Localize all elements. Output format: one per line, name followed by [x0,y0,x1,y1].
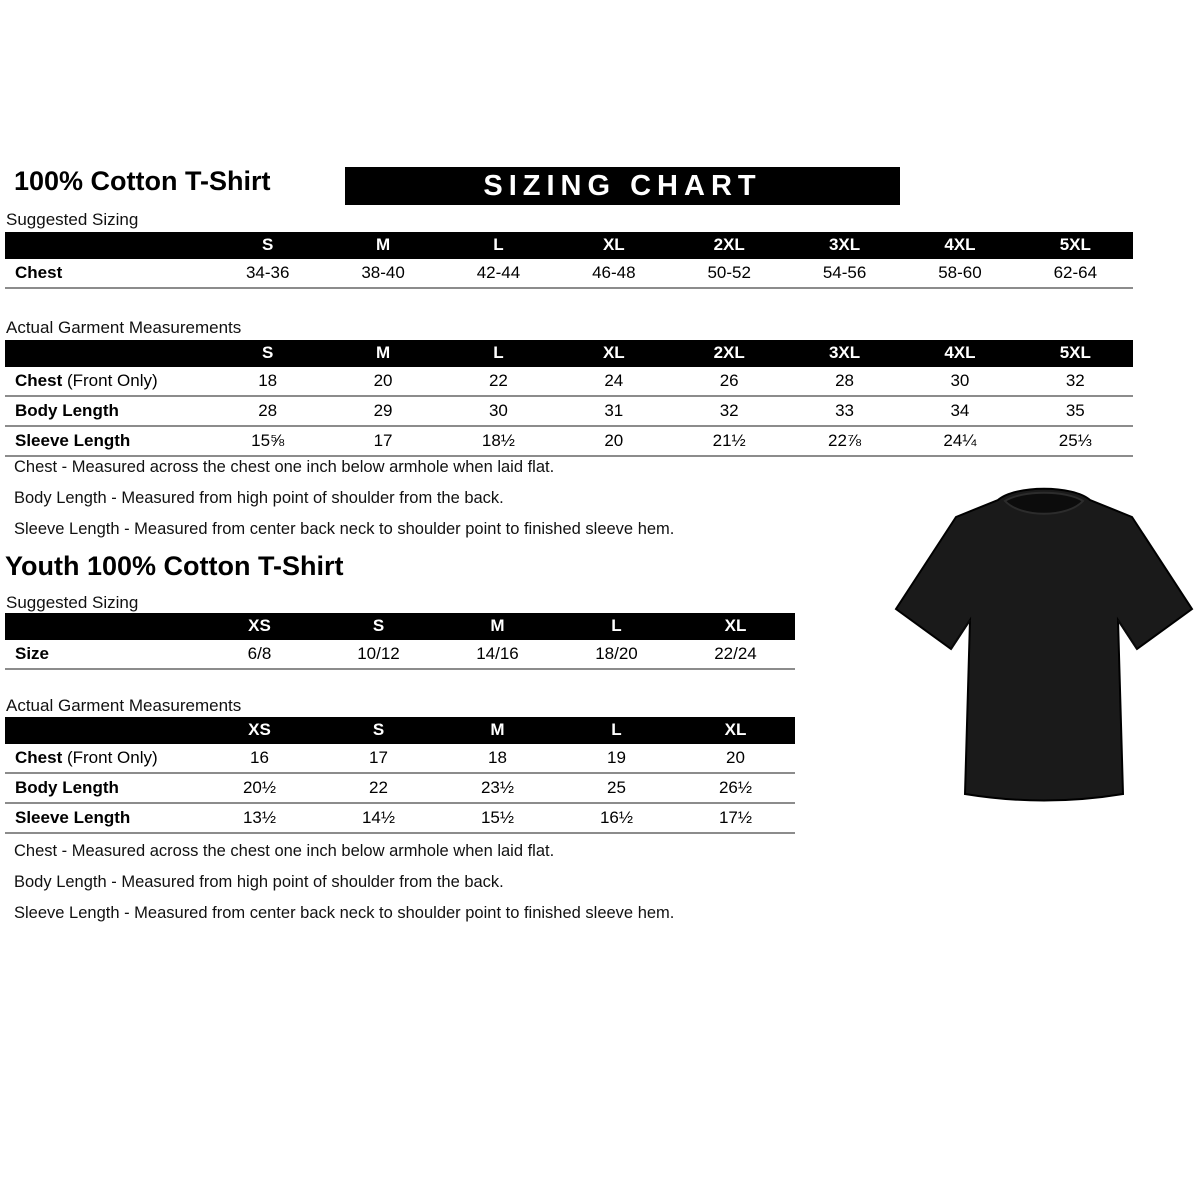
size-column-header: M [438,613,557,640]
size-column-header: 5XL [1018,232,1133,259]
measurement-value: 30 [950,371,970,390]
size-column-header: XL [676,613,795,640]
measurement-note: Chest - Measured across the chest one inch below armhole when laid flat. [14,458,555,476]
tshirt-product-image [893,476,1195,818]
measurement-value: 28 [835,371,855,390]
size-column-header: M [325,232,440,259]
adult-shirt-title: 100% Cotton T-Shirt [14,166,271,196]
measurement-value: 6/8 [247,644,272,663]
measurement-value: 15⅝ [251,431,285,450]
size-column-header: L [441,232,556,259]
measurement-value: 33 [835,401,855,420]
size-column-header: XL [556,340,671,367]
adult-actual-measurements-table [5,340,1133,457]
measurement-value: 22/24 [714,644,757,663]
table-row [5,426,1133,456]
header-corner-cell [5,613,200,640]
measurement-value: 46-48 [592,263,636,282]
table-row [5,744,795,773]
size-header-row [5,613,795,640]
measurement-value: 20 [726,748,745,767]
measurement-value: 22 [369,778,388,797]
size-column-header: XL [556,232,671,259]
measurement-note: Body Length - Measured from high point of shoulder from the back. [14,873,504,891]
measurement-note: Sleeve Length - Measured from center back neck to shoulder point to finished sleeve hem. [14,520,675,538]
measurement-value: 14½ [361,808,396,827]
measurement-value: 22⅞ [828,431,862,450]
size-column-header: S [319,613,438,640]
size-column-header: 2XL [672,340,787,367]
measurement-value: 18/20 [595,644,638,663]
measurement-value: 31 [604,401,624,420]
measurement-value: 38-40 [361,263,405,282]
youth-measurement-notes [14,842,674,935]
row-label: Chest (Front Only) [15,371,158,390]
row-label: Sleeve Length [15,808,131,827]
measurement-value: 25⅓ [1058,431,1092,450]
measurement-value: 24 [604,371,624,390]
measurement-value: 26 [719,371,739,390]
measurement-value: 42-44 [476,263,521,282]
row-label: Body Length [15,778,119,797]
measurement-value: 17 [373,431,393,450]
measurement-value: 26½ [718,778,753,797]
measurement-value: 23½ [480,778,515,797]
size-table [5,232,1133,289]
measurement-value: 58-60 [938,263,982,282]
adult-suggested-sizing-label: Suggested Sizing [6,210,139,229]
measurement-value: 19 [607,748,626,767]
size-column-header: 4XL [902,340,1017,367]
measurement-value: 22 [488,371,508,390]
measurement-note: Chest - Measured across the chest one inch below armhole when laid flat. [14,842,555,860]
row-label: Chest (Front Only) [15,748,158,767]
measurement-value: 16½ [599,808,634,827]
measurement-value: 20½ [242,778,277,797]
size-table [5,613,795,670]
measurement-value: 14/16 [476,644,519,663]
measurement-value: 34-36 [245,263,290,282]
size-table [5,340,1133,457]
row-label: Chest [15,263,63,282]
adult-measurement-notes [14,458,674,551]
size-table [5,717,795,834]
measurement-value: 29 [373,401,393,420]
youth-suggested-sizing-table [5,613,795,670]
size-column-header: S [210,340,325,367]
size-column-header: L [441,340,556,367]
size-column-header: S [210,232,325,259]
measurement-value: 28 [258,401,278,420]
measurement-value: 18 [488,748,507,767]
size-column-header: 3XL [787,232,902,259]
size-column-header: M [325,340,440,367]
measurement-value: 13½ [242,808,277,827]
size-column-header: 3XL [787,340,902,367]
measurement-value: 18½ [481,431,515,450]
header-corner-cell [5,340,210,367]
adult-suggested-sizing-table [5,232,1133,289]
measurement-note: Sleeve Length - Measured from center back neck to shoulder point to finished sleeve hem. [14,904,675,922]
measurement-value: 20 [373,371,393,390]
table-row [5,773,795,803]
measurement-value: 18 [258,371,278,390]
sizing-chart-banner-text: SIZING CHART [483,169,762,202]
header-corner-cell [5,232,210,259]
measurement-value: 54-56 [822,263,867,282]
size-column-header: S [319,717,438,744]
size-header-row [5,232,1133,259]
tshirt-icon [893,476,1195,818]
size-column-header: XL [676,717,795,744]
size-column-header: XS [200,717,319,744]
size-column-header: 2XL [672,232,787,259]
header-corner-cell [5,717,200,744]
table-row [5,259,1133,288]
measurement-value: 15½ [480,808,515,827]
measurement-value: 20 [604,431,624,450]
table-row [5,803,795,833]
adult-actual-measurements-label: Actual Garment Measurements [6,318,242,337]
measurement-value: 35 [1065,401,1085,420]
size-column-header: XS [200,613,319,640]
measurement-value: 50-52 [707,263,751,282]
measurement-note: Body Length - Measured from high point of shoulder from the back. [14,489,504,507]
row-label: Body Length [15,401,119,420]
size-column-header: L [557,717,676,744]
youth-actual-measurements-label: Actual Garment Measurements [6,696,242,715]
table-row [5,396,1133,426]
measurement-value: 62-64 [1053,263,1098,282]
youth-actual-measurements-table [5,717,795,834]
measurement-value: 16 [250,748,269,767]
size-column-header: M [438,717,557,744]
table-row [5,640,795,669]
measurement-value: 17 [369,748,388,767]
size-header-row [5,340,1133,367]
row-label: Sleeve Length [15,431,131,450]
youth-suggested-sizing-label: Suggested Sizing [6,593,139,612]
measurement-value: 32 [719,401,739,420]
sizing-chart-banner [345,167,900,205]
size-header-row [5,717,795,744]
table-row [5,367,1133,396]
measurement-value: 10/12 [357,644,400,663]
size-column-header: 4XL [902,232,1017,259]
measurement-value: 32 [1065,371,1085,390]
measurement-value: 34 [950,401,970,420]
measurement-value: 17½ [718,808,753,827]
youth-shirt-title: Youth 100% Cotton T-Shirt [5,551,344,581]
size-column-header: L [557,613,676,640]
measurement-value: 30 [488,401,508,420]
measurement-value: 25 [607,778,626,797]
row-label: Size [15,644,50,663]
measurement-value: 21½ [712,431,746,450]
measurement-value: 24¼ [943,431,977,450]
size-column-header: 5XL [1018,340,1133,367]
